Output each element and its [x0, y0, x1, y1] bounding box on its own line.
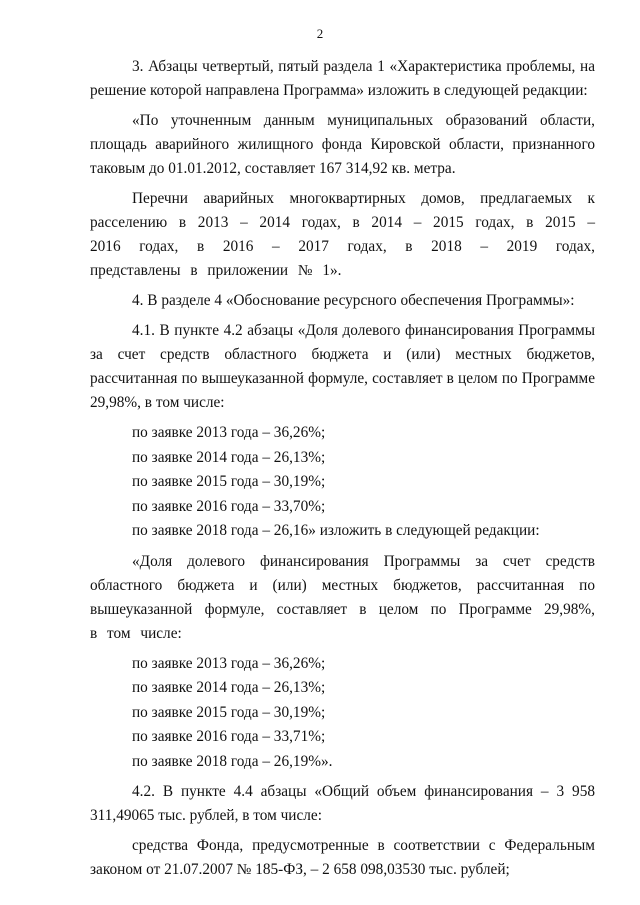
- paragraph-housing-area: «По уточненным данным муниципальных образований области, площадь аварийного жилищного фонда Кировской области, признанного таковым до 01.01.2012, составляет 167 314,92 кв. метра.: [90, 112, 595, 177]
- list-item: по заявке 2013 года – 36,26%;: [132, 424, 326, 441]
- paragraph-clause-4-2: 4.2. В пункте 4.4 абзацы «Общий объем финансирования – 3 958 311,49065 тыс. рублей, в том числе:: [90, 783, 595, 824]
- paragraph-section-4: 4. В разделе 4 «Обоснование ресурсного обеспечения Программы»:: [132, 292, 575, 309]
- list-item: по заявке 2018 года – 26,19%».: [132, 752, 333, 770]
- paragraph-amendment-section-1: 3. Абзацы четвертый, пятый раздела 1 «Характеристика проблемы, на решение которой направлена Программа» изложить в следующей редакции:: [90, 58, 595, 99]
- list-item: по заявке 2014 года – 26,13%;: [132, 679, 326, 696]
- paragraph-house-lists: Перечни аварийных многоквартирных домов, предлагаемых к расселению в 2013 – 2014 годах, в 2014 – 2015 годах, в 2015 – 2016 годах, в 2016 – 2017 годах, в 2018 – 2019 годах, представлены в приложении № 1».: [90, 190, 595, 279]
- list-old-shares: [90, 421, 595, 544]
- paragraph-new-wording: «Доля долевого финансирования Программы за счет средств областного бюджета и (или) местных бюджетов, рассчитанная по вышеуказанной формуле, составляет в целом по Программе 29,98%, в том числе:: [90, 552, 595, 642]
- list-item: по заявке 2016 года – 33,70%;: [132, 497, 326, 515]
- paragraph-fund-means: средства Фонда, предусмотренные в соответствии с Федеральным законом от 21.07.2007 № 185-ФЗ, – 2 658 098,03530 тыс. рублей;: [90, 837, 595, 878]
- list-item: по заявке 2013 года – 36,26%;: [132, 654, 326, 672]
- list-new-shares: [90, 652, 595, 775]
- list-item: по заявке 2018 года – 26,16» изложить в следующей редакции:: [132, 522, 540, 539]
- list-item: по заявке 2015 года – 30,19%;: [132, 703, 326, 721]
- document-body: [90, 55, 595, 888]
- paragraph-clause-4-1: 4.1. В пункте 4.2 абзацы «Доля долевого финансирования Программы за счет средств областного бюджета и (или) местных бюджетов, рассчитанная по вышеуказанной формуле, составляет в целом по Программе 29,98%, в том числе:: [90, 322, 595, 411]
- list-item: по заявке 2014 года – 26,13%;: [132, 448, 326, 466]
- page-number: 2: [316, 26, 324, 41]
- list-item: по заявке 2016 года – 33,71%;: [132, 728, 326, 745]
- list-item: по заявке 2015 года – 30,19%;: [132, 473, 326, 490]
